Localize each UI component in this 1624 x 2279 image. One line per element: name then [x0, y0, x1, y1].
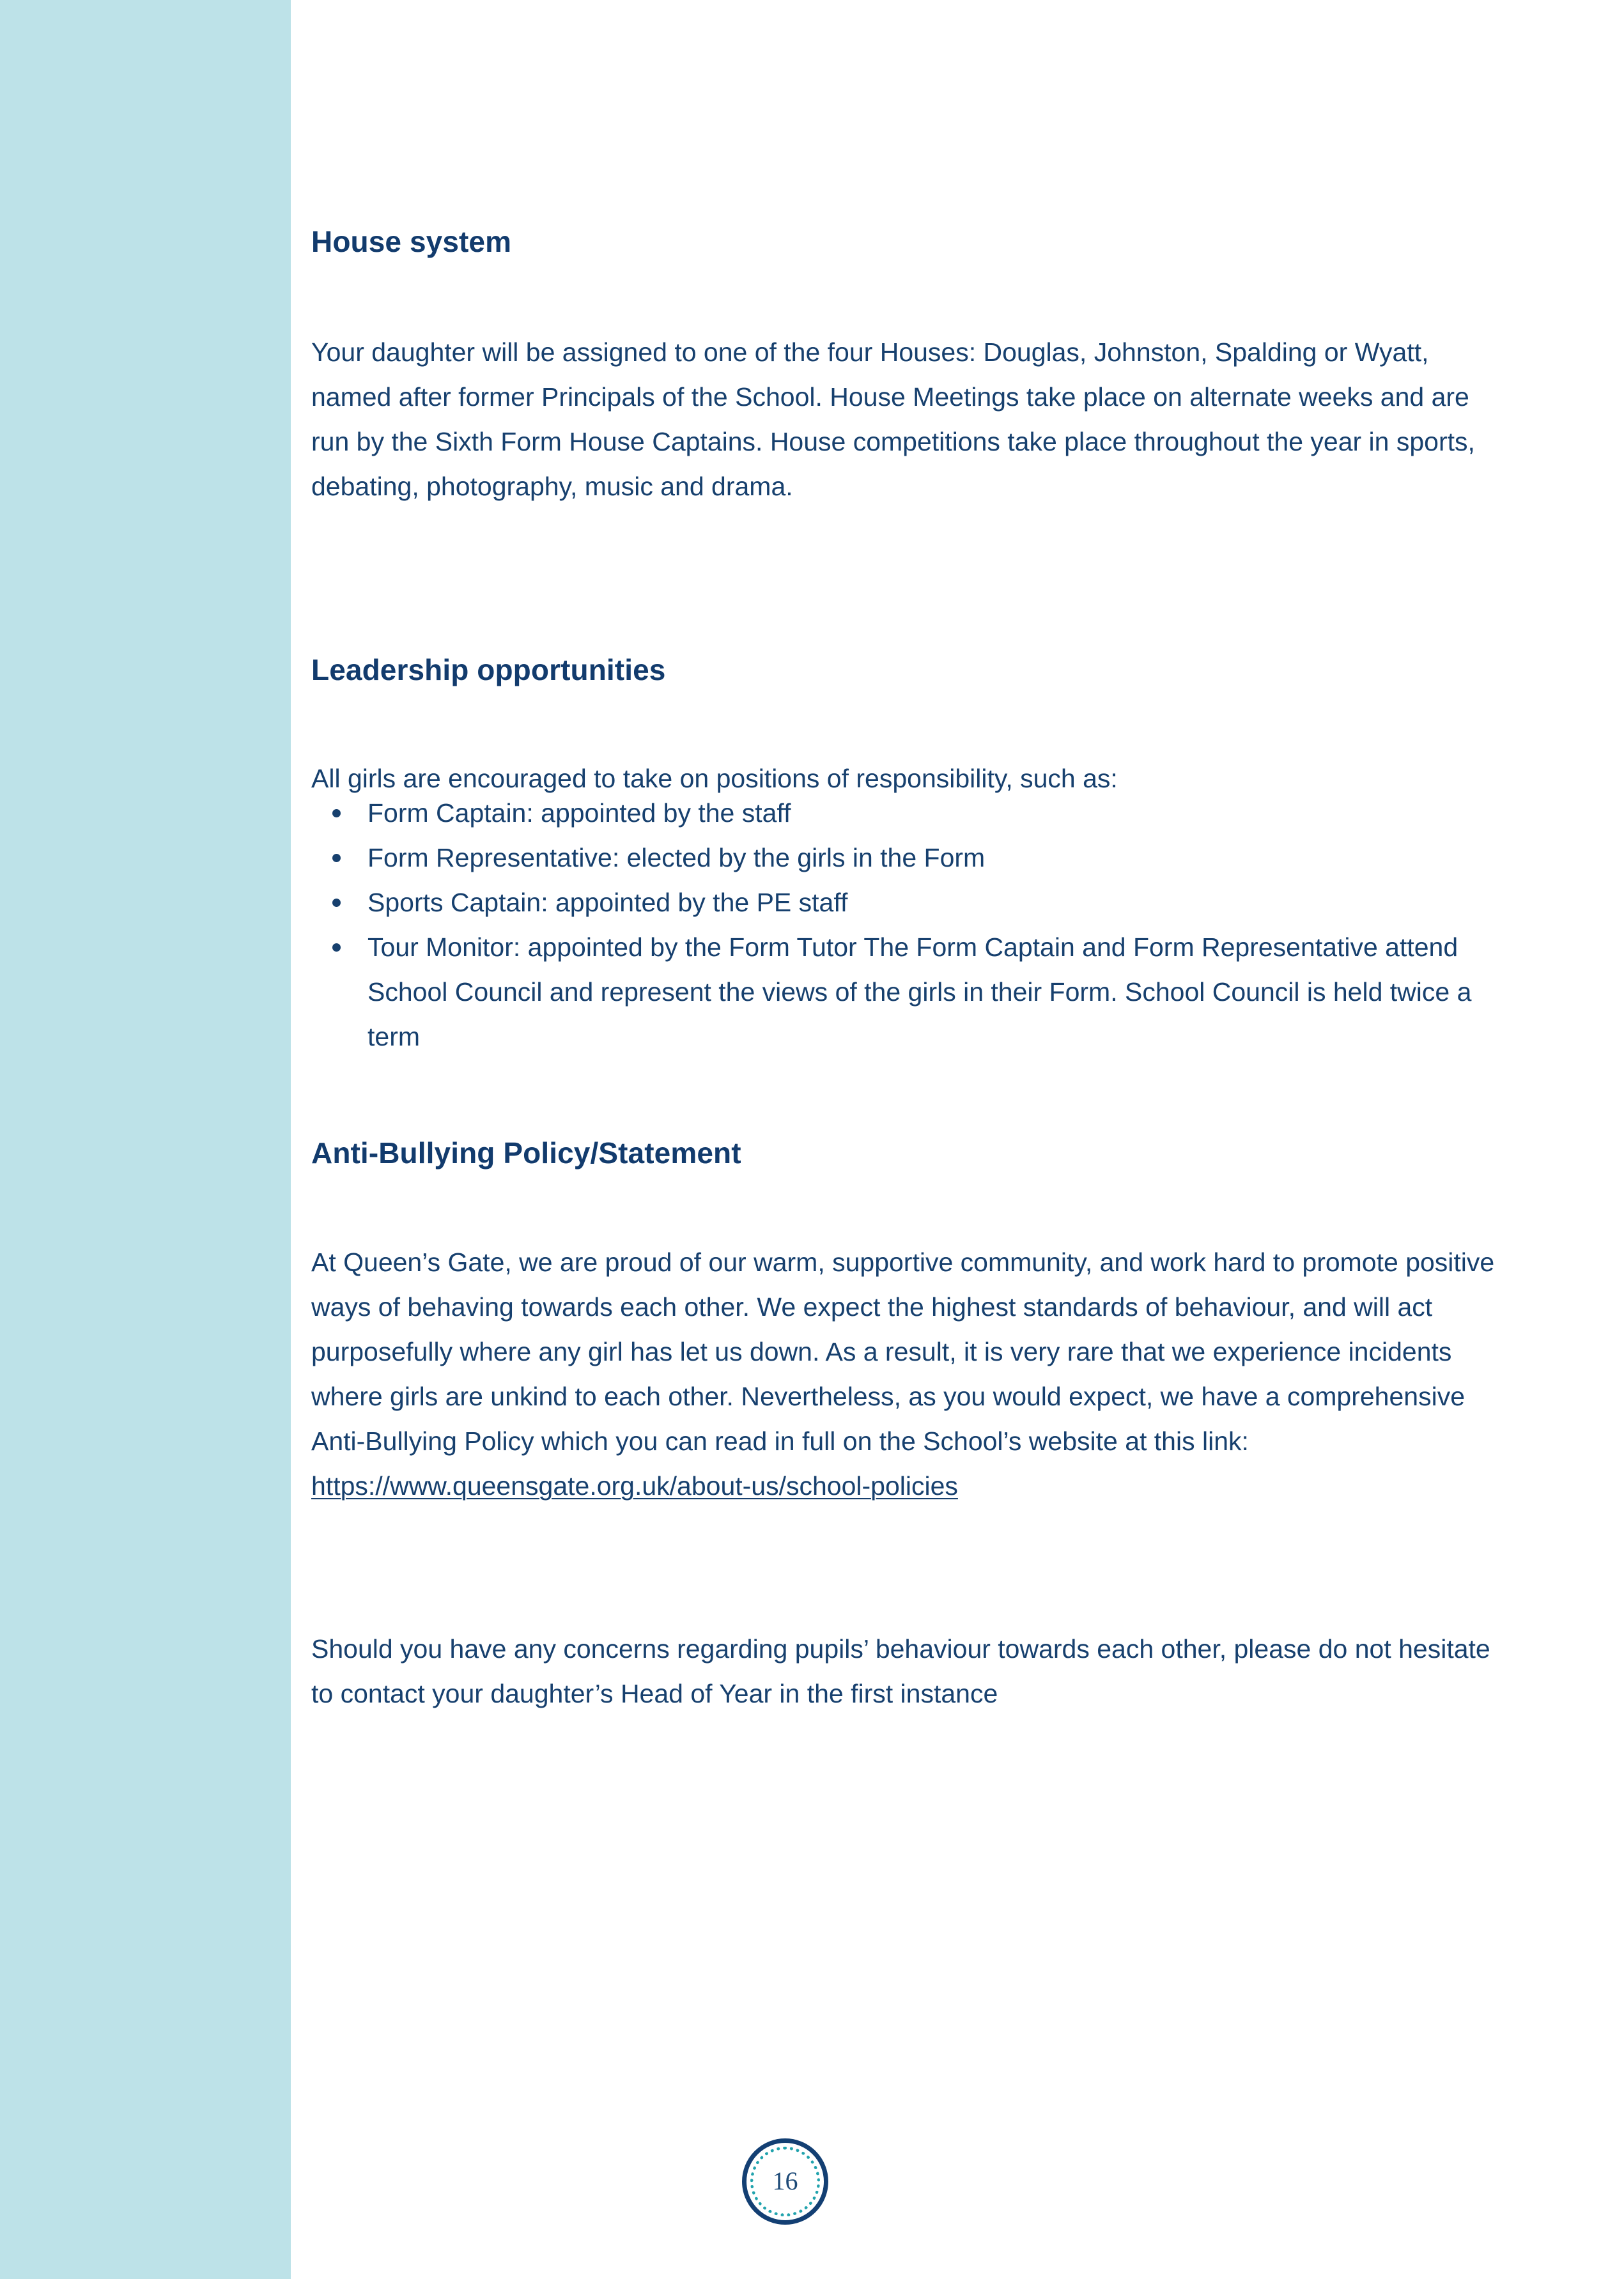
bullet-point-icon — [332, 943, 341, 952]
leadership-opportunities-heading: Leadership opportunities — [311, 653, 666, 686]
list-item-label: Form Captain: appointed by the staff — [367, 798, 791, 828]
bullet-point-icon — [332, 809, 341, 817]
bullet-point-icon — [332, 899, 341, 907]
page-number-label: 16 — [772, 2166, 798, 2195]
list-item — [311, 791, 1512, 835]
list-item — [311, 925, 1512, 1059]
list-item-label: Form Representative: elected by the girls in the Form — [367, 843, 986, 872]
leadership-intro-text: All girls are encouraged to take on positions of responsibility, such as: — [311, 764, 1118, 793]
bullet-point-icon — [332, 854, 341, 862]
school-policies-link[interactable]: https://www.queensgate.org.uk/about-us/school-policies — [311, 1471, 958, 1501]
anti-bullying-paragraph-text: At Queen’s Gate, we are proud of our warm, supportive community, and work hard to promote positive ways of behaving towards each other. We expect the highest standards of behaviour, and will act purposefully where any girl has let us down. As a result, it is very rare that we experience incidents where girls are unkind to each other. Nevertheless, as you would expect, we have a comprehensive Anti-Bullying Policy which you can read in full on the School’s website at this link: — [311, 1248, 1495, 1456]
page-content-column — [311, 0, 1545, 2279]
anti-bullying-paragraph — [311, 1240, 1512, 1508]
page-number-badge — [742, 2138, 828, 2225]
house-system-heading: House system — [311, 225, 512, 258]
leadership-bullet-list — [311, 791, 1512, 1059]
decorative-sidebar-band — [0, 0, 291, 2279]
anti-bullying-heading: Anti-Bullying Policy/Statement — [311, 1136, 741, 1170]
house-system-paragraph: Your daughter will be assigned to one of the four Houses: Douglas, Johnston, Spalding or Wyatt, named after former Principals of the School. House Meetings take place on alternate weeks and are run by the Sixth Form House Captains. House competitions take place throughout the year in sports, debating, photography, music and drama. — [311, 337, 1475, 501]
anti-bullying-closing-paragraph: Should you have any concerns regarding pupils’ behaviour towards each other, please do not hesitate to contact your daughter’s Head of Year in the first instance — [311, 1634, 1490, 1708]
list-item — [311, 880, 1512, 925]
list-item-label: Sports Captain: appointed by the PE staff — [367, 888, 848, 917]
list-item-label: Tour Monitor: appointed by the Form Tutor The Form Captain and Form Representative attend School Council and represent the views of the girls in their Form. School Council is held twice a term — [367, 932, 1472, 1051]
list-item — [311, 835, 1512, 880]
